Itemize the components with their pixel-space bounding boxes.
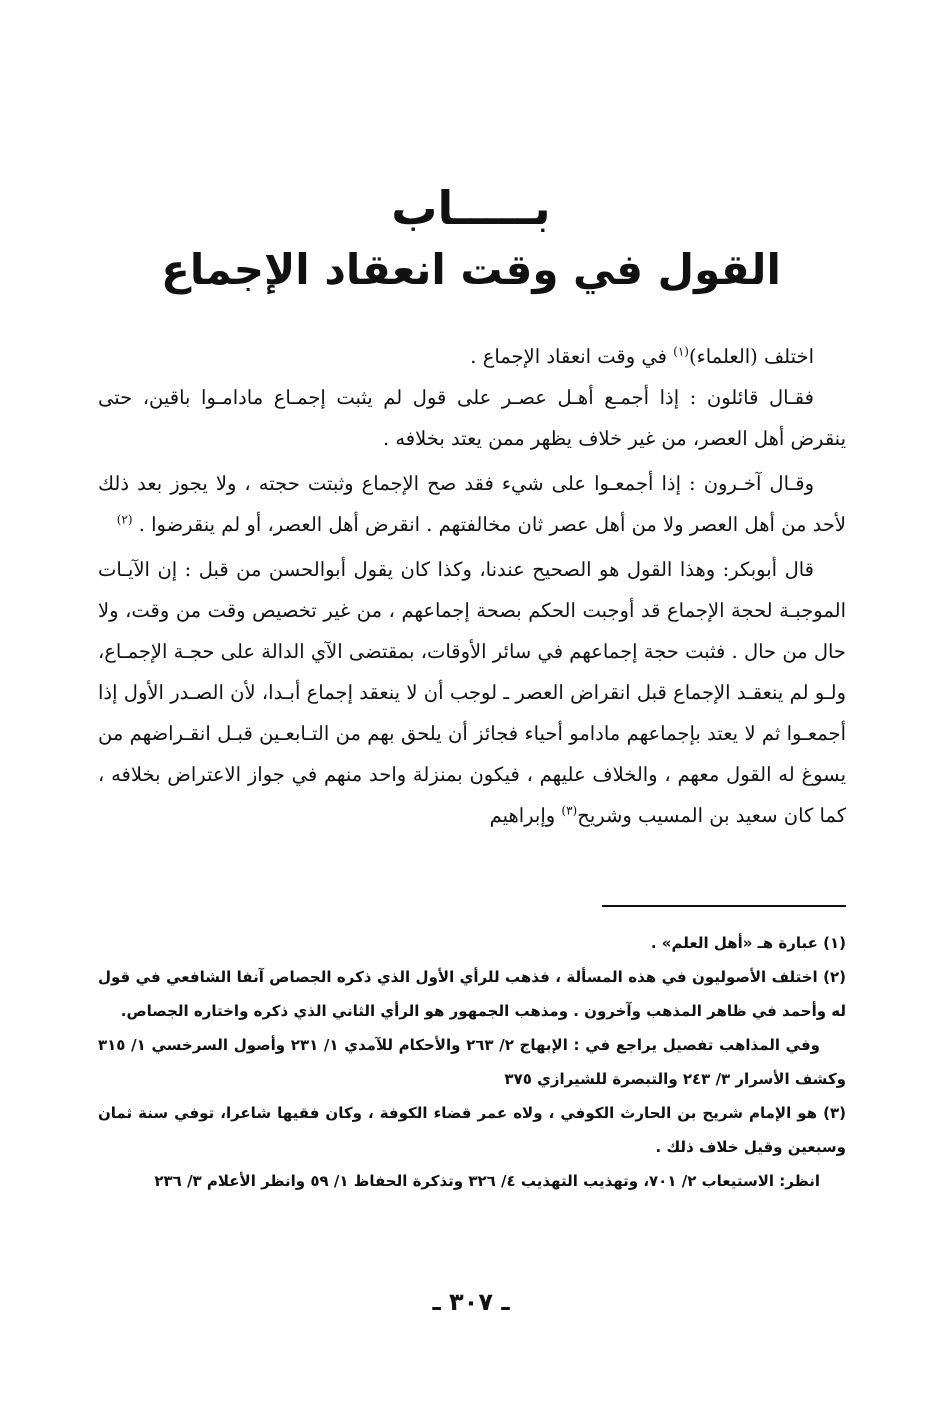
footnote-ref-1: (١) — [673, 344, 689, 359]
paragraph-3-text: وقـال آخـرون : إذا أجمعـوا على شيء فقد صح الإجماع وثبتت حجته ، ولا يجوز بعد ذلك لأحد من أهل العصر ولا من أهل عصر ثان مخالفتهم . انقرض أهل العصر، أو لم ينقرضوا . — [98, 472, 846, 536]
page-number: ـ ٣٠٧ ـ — [432, 1288, 510, 1316]
paragraph-2: فقـال قائلون : إذا أجمـع أهـل عصـر على قول لم يثبت إجمـاع مادامـوا باقين، حتى ينقرض أهل العصر، من غير خلاف يظهر ممن يعتد بخلافه . — [98, 386, 846, 450]
chapter-title: القول في وقت انعقاد الإجماع — [161, 245, 781, 294]
footnote-divider — [602, 905, 846, 907]
paragraph-4 — [98, 549, 846, 836]
paragraph-1 — [98, 336, 846, 377]
main-text — [98, 336, 846, 836]
footnotes — [98, 926, 846, 1198]
paragraph-4-text-a: قال أبوبكر: وهذا القول هو الصحيح عندنا، وكذا كان يقول أبوالحسن من قبل : إن الآيـات الموجبـة لحجة الإجماع قد أوجبت الحكم بصحة إجماعهم ، من غير تخصيص وقت من وقت، ولا حال من حال . فثبت حجة إجماعهم في سائر الأوقات، بمقتضى الآي الدالة على حجـة الإجمـاع، ولـو لم ينعقـد الإجماع قبل انقراض العصر ـ لوجب أن لا ينعقد إجماع أبـدا، لأن الصـدر الأول إذا أجمعـوا ثم لا يعتد بإجماعهم مادامو أحياء فجائز أن يلحق بهم من التـابعـين قبـل انقـراضهم من يسوغ له القول معهم ، والخلاف عليهم ، فيكون بمنزلة واحد منهم في جواز الاعتراض بخلافه ، كما كان سعيد بن المسيب وشريح — [98, 558, 846, 827]
footnote-2-references: وفي المذاهب تفصيل يراجع في : الإبهاج ٢/ ٢٦٣ والأحكام للآمدي ١/ ٢٣١ وأصول السرخسي ١/ ٣١٥ وكشف الأسرار ٣/ ٢٤٣ والتبصرة للشيرازي ٣٧٥ — [98, 1036, 846, 1088]
paragraph-1-text-a: اختلف (العلماء) — [688, 345, 814, 368]
footnote-3: (٣) هو الإمام شريح بن الحارث الكوفي ، ولاه عمر قضاء الكوفة ، وكان فقيها شاعرا، توفي سنة ثمان وسبعين وقيل خلاف ذلك . — [98, 1104, 846, 1156]
chapter-label: بـــــاب — [391, 181, 551, 235]
paragraph-3 — [98, 463, 846, 545]
paragraph-4-text-b: وإبراهيم — [489, 804, 562, 827]
footnote-ref-3: (٣) — [561, 803, 578, 818]
paragraph-1-text-b: في وقت انعقاد الإجماع . — [470, 345, 674, 368]
footnote-ref-2: (٢) — [116, 512, 133, 527]
footnote-3-references: انظر: الاستيعاب ٢/ ٧٠١، وتهذيب التهذيب ٤/ ٣٢٦ وتذكرة الحفاظ ١/ ٥٩ وانظر الأعلام ٣/ ٢٣٦ — [154, 1172, 820, 1190]
footnote-1: (١) عبارة هـ «أهل العلم» . — [650, 934, 846, 952]
footnote-2: (٢) اختلف الأصوليون في هذه المسألة ، فذهب للرأي الأول الذي ذكره الجصاص آنفا الشافعي في قول له وأحمد في ظاهر المذهب وآخرون . ومذهب الجمهور هو الرأي الثاني الذي ذكره واختاره الجصاص. — [98, 968, 846, 1020]
